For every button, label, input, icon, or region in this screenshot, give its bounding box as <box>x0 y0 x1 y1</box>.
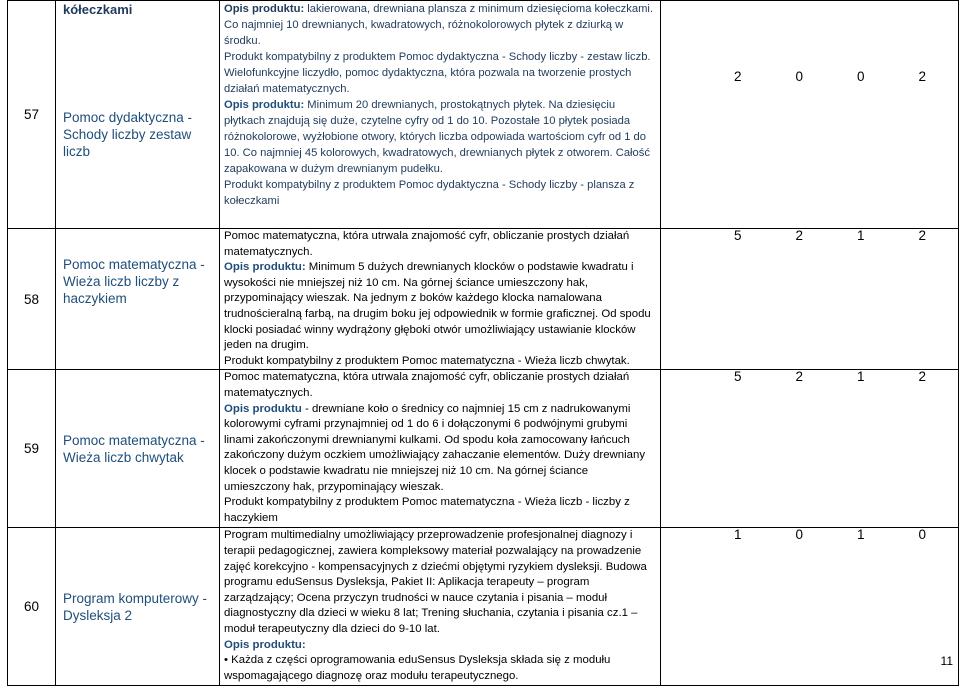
desc-label: Opis produktu: <box>224 3 305 15</box>
row-number: 59 <box>8 370 56 528</box>
product-description <box>220 370 661 528</box>
product-name-cell <box>56 370 220 528</box>
row-number: 60 <box>8 528 56 686</box>
score-value: 2 <box>918 69 926 84</box>
product-name: Program komputerowy - Dysleksja 2 <box>63 590 208 623</box>
score-cell <box>661 229 959 370</box>
desc-label: Opis produktu: <box>224 99 305 111</box>
desc-text: Pomoc matematyczna, która utrwala znajomość cyfr, obliczanie prostych działań matematycznych. <box>224 371 630 399</box>
score-cell <box>661 528 959 686</box>
score-value: 1 <box>856 228 865 243</box>
score-value: 1 <box>734 527 742 543</box>
product-description <box>220 528 661 686</box>
continued-name: kółeczkami <box>63 2 133 17</box>
desc-text: Minimum 5 dużych drewnianych klocków o podstawie kwadratu i wysokości nie mniejszej niż 10 cm. Na górnej ściance umieszczony hak, przypominający wieszak. Na jednym z boków każdego klocka namalowana trudnościeralną farbą, na drugim boku jej odpowiednik w formie graficznej. Od spodu klocki posiadać winny wydrążony głęboki otwór umożliwiający ustawianie klocków jeden na drugim. <box>224 261 651 352</box>
row-number: 57 <box>8 1 56 229</box>
page-number: 11 <box>940 654 953 668</box>
score-value: 5 <box>734 228 742 243</box>
desc-text: Pomoc matematyczna, która utrwala znajomość cyfr, obliczanie prostych działań matematycznych. <box>224 230 630 258</box>
desc-text: Produkt kompatybilny z produktem Pomoc dydaktyczna - Schody liczby - zestaw liczb. <box>224 51 651 63</box>
desc-text: lakierowana, drewniana plansza z minimum dziesięcioma kołeczkami. Co najmniej 10 drewnianych, kwadratowych, różnokolorowych płytek z dziurką w środku. <box>224 3 653 47</box>
desc-label: Opis produktu: <box>224 261 306 274</box>
product-name-cell <box>56 1 220 229</box>
product-name: Pomoc matematyczna - Wieża liczb chwytak <box>63 432 205 465</box>
product-name: Pomoc matematyczna - Wieża liczb liczby z haczykiem <box>63 256 205 306</box>
product-name: Pomoc dydaktyczna - Schody liczby zestaw liczb <box>63 110 193 159</box>
desc-text: Wielofunkcyjne liczydło, pomoc dydaktyczna, która pozwala na tworzenie prostych działań matematycznych. <box>224 67 632 95</box>
score-line <box>734 229 926 245</box>
score-cell <box>661 370 959 528</box>
score-value: 0 <box>856 69 865 84</box>
score-value: 2 <box>795 228 803 243</box>
score-line <box>734 528 926 544</box>
product-name-cell <box>56 528 220 686</box>
score-value: 2 <box>795 369 803 385</box>
desc-text: Minimum 20 drewnianych, prostokątnych płytek. Na dziesięciu płytkach znajdują się duże, czytelne cyfry od 1 do 10. Pozostałe 10 płytek posiada różnokolorowe, wyżłobione otwory, których liczba odpowiada wartościom cyfr od 1 do 10. Co najmniej 45 kolorowych, kwadratowych, drewnianych płytek z otworem. Całość zapakowana w dużym drewnianym pudełku. <box>224 99 650 175</box>
score-value: 2 <box>734 69 742 84</box>
desc-label: Opis produktu <box>224 402 302 415</box>
product-name-cell <box>56 229 220 370</box>
desc-text: - drewniane koło o średnicy co najmniej 15 cm z nadrukowanymi kolorowymi cyframi przynajmniej od 1 do 6 i dołączonymi 6 podwójnymi grubymi linami zakończonymi drewnianymi kulkami. Od spodu koła zamocowany łańcuch zakończony dużym oczkiem umożliwiający zahaczanie elementów. Duży drewniany klocek o podstawie kwadratu nie mniejszej niż 10 cm. Na górnej ściance umieszczony hak, przypominający wieszak. <box>224 402 646 493</box>
table-row <box>8 370 959 528</box>
table-row <box>8 1 959 229</box>
product-description <box>220 229 661 370</box>
score-value: 2 <box>918 228 926 243</box>
row-number: 58 <box>8 229 56 370</box>
score-line <box>734 68 926 85</box>
desc-text: Produkt kompatybilny z produktem Pomoc matematyczna - Wieża liczb chwytak. <box>224 354 630 367</box>
product-description <box>220 1 661 229</box>
desc-text: • Każda z części oprogramowania eduSensus Dysleksja składa się z modułu wspomagającego diagnozę oraz modułu terapeutycznego. <box>224 654 611 682</box>
product-table <box>7 0 959 686</box>
score-value: 0 <box>795 69 803 84</box>
score-value: 2 <box>918 369 926 385</box>
score-value: 0 <box>795 527 803 543</box>
table-row <box>8 229 959 370</box>
table-row <box>8 528 959 686</box>
score-line <box>734 370 926 386</box>
desc-label: Opis produktu: <box>224 638 306 651</box>
score-value: 5 <box>734 369 742 385</box>
desc-text: Program multimedialny umożliwiający przeprowadzenie profesjonalnej diagnozy i terapii pedagogicznej, zawiera kompleksowy materiał pozwalający na prowadzenie zajęć korekcyjno - kompensacyjnych z dziećmi objętymi ryzykiem dysleksji. Budowa programu eduSensus Dysleksja, Pakiet II: Aplikacja terapeuty – program zarządzający; Ocena przyczyn trudności w nauce czytania i pisania – moduł diagnostyczny dla dzieci w wieku 8 lat; Trening słuchania, czytania i pisania cz.1 – moduł terapeutyczny dla dzieci do 9-10 lat. <box>224 529 647 635</box>
desc-text: Produkt kompatybilny z produktem Pomoc matematyczna - Wieża liczb - liczby z haczykiem <box>224 496 630 524</box>
desc-text: Produkt kompatybilny z produktem Pomoc dydaktyczna - Schody liczby - plansza z kołeczkami <box>224 179 635 207</box>
score-value: 0 <box>918 527 926 543</box>
score-cell <box>661 1 959 229</box>
score-value: 1 <box>856 369 865 385</box>
score-value: 1 <box>856 527 865 543</box>
